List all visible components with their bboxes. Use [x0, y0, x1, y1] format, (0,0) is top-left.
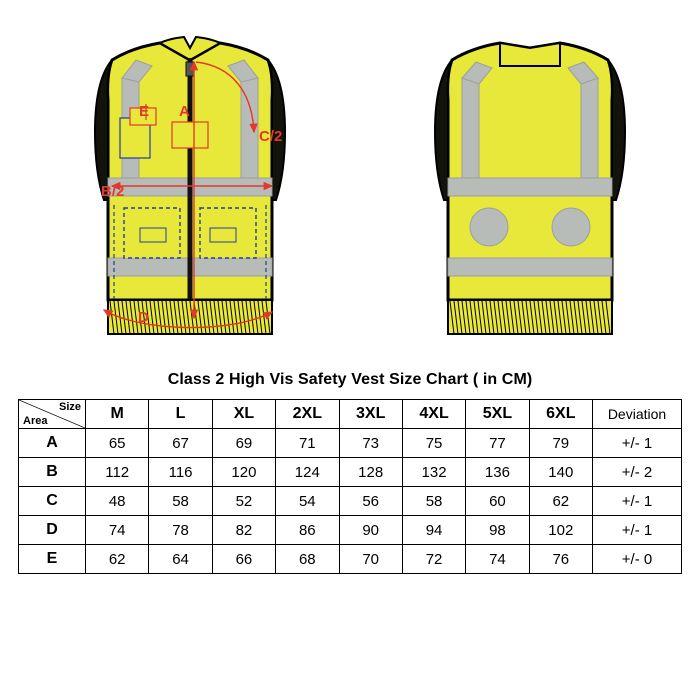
column-header-2xl: 2XL — [276, 400, 339, 429]
corner-area-label: Area — [23, 415, 48, 427]
cell-d-3xl: 90 — [339, 516, 402, 545]
table-row — [19, 429, 682, 458]
cell-b-5xl: 136 — [466, 458, 529, 487]
cell-b-xl: 120 — [212, 458, 275, 487]
cell-e-m: 62 — [86, 545, 149, 574]
column-header-deviation: Deviation — [593, 400, 682, 429]
cell-b-4xl: 132 — [402, 458, 465, 487]
cell-d-xl: 82 — [212, 516, 275, 545]
cell-c-xl: 52 — [212, 487, 275, 516]
cell-b-3xl: 128 — [339, 458, 402, 487]
cell-a-6xl: 79 — [529, 429, 592, 458]
cell-c-m: 48 — [86, 487, 149, 516]
cell-e-2xl: 68 — [276, 545, 339, 574]
column-header-6xl: 6XL — [529, 400, 592, 429]
cell-b-deviation: +/- 2 — [593, 458, 682, 487]
cell-e-6xl: 76 — [529, 545, 592, 574]
cell-d-deviation: +/- 1 — [593, 516, 682, 545]
cell-e-5xl: 74 — [466, 545, 529, 574]
row-area-a: A — [19, 429, 86, 458]
row-area-c: C — [19, 487, 86, 516]
cell-d-5xl: 98 — [466, 516, 529, 545]
cell-e-3xl: 70 — [339, 545, 402, 574]
cell-c-2xl: 54 — [276, 487, 339, 516]
row-area-e: E — [19, 545, 86, 574]
cell-c-5xl: 60 — [466, 487, 529, 516]
cell-a-5xl: 77 — [466, 429, 529, 458]
label-b: B/2 — [101, 183, 125, 200]
cell-d-l: 78 — [149, 516, 212, 545]
cell-a-3xl: 73 — [339, 429, 402, 458]
cell-b-m: 112 — [86, 458, 149, 487]
cell-b-6xl: 140 — [529, 458, 592, 487]
size-table-wrap — [0, 399, 700, 574]
cell-c-6xl: 62 — [529, 487, 592, 516]
table-header-row — [19, 400, 682, 429]
cell-e-deviation: +/- 0 — [593, 545, 682, 574]
cell-b-l: 116 — [149, 458, 212, 487]
label-a: A — [179, 103, 190, 120]
cell-a-m: 65 — [86, 429, 149, 458]
cell-a-4xl: 75 — [402, 429, 465, 458]
row-area-b: B — [19, 458, 86, 487]
cell-d-6xl: 102 — [529, 516, 592, 545]
label-d: D — [138, 309, 149, 326]
column-header-5xl: 5XL — [466, 400, 529, 429]
cell-c-3xl: 56 — [339, 487, 402, 516]
cell-a-l: 67 — [149, 429, 212, 458]
table-row — [19, 487, 682, 516]
cell-d-2xl: 86 — [276, 516, 339, 545]
vest-back-view — [435, 43, 625, 334]
corner-size-label: Size — [58, 401, 81, 413]
page-title: Class 2 High Vis Safety Vest Size Chart ( in CM) — [167, 371, 533, 388]
cell-a-2xl: 71 — [276, 429, 339, 458]
cell-c-l: 58 — [149, 487, 212, 516]
cell-d-4xl: 94 — [402, 516, 465, 545]
cell-e-l: 64 — [149, 545, 212, 574]
cell-e-xl: 66 — [212, 545, 275, 574]
column-header-l: L — [149, 400, 212, 429]
cell-c-deviation: +/- 1 — [593, 487, 682, 516]
cell-d-m: 74 — [86, 516, 149, 545]
table-row — [19, 458, 682, 487]
label-e: E — [139, 103, 150, 120]
column-header-m: M — [86, 400, 149, 429]
size-chart-table — [18, 399, 682, 574]
table-corner-cell — [19, 400, 86, 429]
row-area-d: D — [19, 516, 86, 545]
cell-b-2xl: 124 — [276, 458, 339, 487]
cell-a-xl: 69 — [212, 429, 275, 458]
cell-e-4xl: 72 — [402, 545, 465, 574]
cell-c-4xl: 58 — [402, 487, 465, 516]
column-header-xl: XL — [212, 400, 275, 429]
column-header-4xl: 4XL — [402, 400, 465, 429]
label-c: C/2 — [259, 128, 283, 145]
cell-a-deviation: +/- 1 — [593, 429, 682, 458]
table-row — [19, 516, 682, 545]
column-header-3xl: 3XL — [339, 400, 402, 429]
table-row — [19, 545, 682, 574]
